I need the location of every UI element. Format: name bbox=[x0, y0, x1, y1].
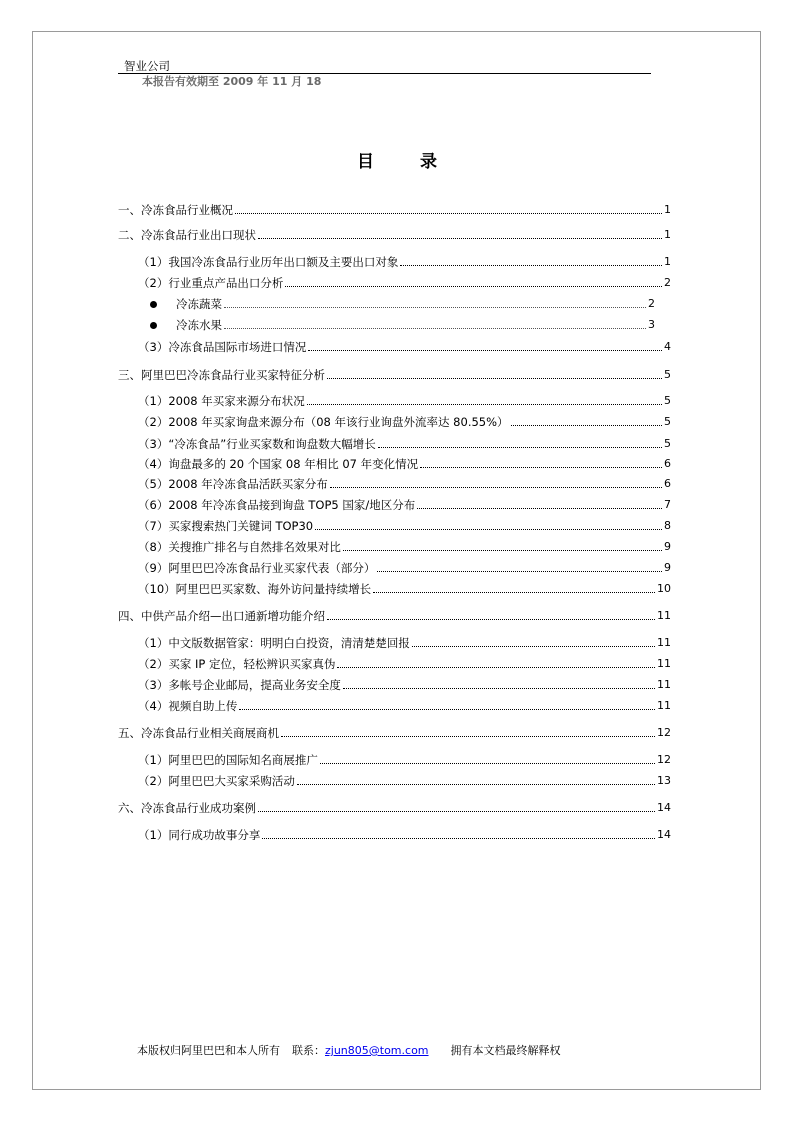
toc-entry-page-number: 5 bbox=[664, 368, 671, 381]
toc-entry-label: （8）关搜推广排名与自然排名效果对比 bbox=[138, 540, 341, 554]
toc-entry[interactable] bbox=[118, 453, 671, 471]
toc-entry-page-number: 6 bbox=[664, 457, 671, 470]
toc-entry[interactable] bbox=[118, 695, 671, 713]
toc-dot-leader bbox=[235, 213, 662, 214]
toc-entry[interactable] bbox=[118, 251, 671, 269]
toc-dot-leader bbox=[400, 265, 662, 266]
toc-entry[interactable] bbox=[118, 336, 671, 354]
toc-entry-label: （1）阿里巴巴的国际知名商展推广 bbox=[138, 753, 318, 767]
toc-entry-label: 五、冷冻食品行业相关商展商机 bbox=[118, 726, 279, 740]
toc-title-part1: 目 bbox=[357, 152, 374, 172]
toc-dot-leader bbox=[239, 709, 655, 710]
toc-dot-leader bbox=[330, 487, 662, 488]
toc-dot-leader bbox=[258, 811, 655, 812]
toc-entry-page-number: 3 bbox=[648, 318, 655, 331]
toc-dot-leader bbox=[417, 508, 662, 509]
toc-entry-page-number: 14 bbox=[657, 828, 671, 841]
toc-dot-leader bbox=[320, 763, 655, 764]
toc-entry-label: （3）冷冻食品国际市场进口情况 bbox=[138, 340, 307, 354]
toc-dot-leader bbox=[315, 529, 662, 530]
toc-entry-page-number: 7 bbox=[664, 498, 671, 511]
toc-dot-leader bbox=[327, 619, 655, 620]
toc-entry-page-number: 14 bbox=[657, 801, 671, 814]
toc-entry[interactable] bbox=[118, 515, 671, 533]
toc-dot-leader bbox=[377, 571, 662, 572]
toc-entry[interactable] bbox=[118, 674, 671, 692]
toc-title bbox=[0, 147, 794, 172]
toc-entry-page-number: 6 bbox=[664, 477, 671, 490]
footer-copyright: 本版权归阿里巴巴和本人所有 bbox=[137, 1044, 280, 1057]
toc-entry-page-number: 11 bbox=[657, 636, 671, 649]
toc-entry-page-number: 9 bbox=[664, 540, 671, 553]
toc-entry[interactable] bbox=[118, 722, 671, 740]
toc-dot-leader bbox=[412, 646, 655, 647]
toc-entry-label: （1）我国冷冻食品行业历年出口额及主要出口对象 bbox=[138, 255, 399, 269]
toc-dot-leader bbox=[343, 688, 655, 689]
toc-entry-page-number: 4 bbox=[664, 340, 671, 353]
toc-entry-page-number: 2 bbox=[648, 297, 655, 310]
toc-entry-page-number: 12 bbox=[657, 753, 671, 766]
toc-dot-leader bbox=[224, 328, 646, 329]
toc-dot-leader bbox=[327, 378, 662, 379]
toc-entry[interactable] bbox=[118, 653, 671, 671]
toc-entry-page-number: 11 bbox=[657, 699, 671, 712]
toc-dot-leader bbox=[337, 667, 655, 668]
toc-entry-label: 三、阿里巴巴冷冻食品行业买家特征分析 bbox=[118, 368, 325, 382]
toc-entry[interactable] bbox=[118, 557, 671, 575]
toc-entry-label: （9）阿里巴巴冷冻食品行业买家代表（部分） bbox=[138, 561, 376, 575]
toc-entry-label: （7）买家搜索热门关键词 TOP30 bbox=[138, 519, 314, 533]
toc-entry-label: （3）多帐号企业邮局，提高业务安全度 bbox=[138, 678, 341, 692]
toc-entry-page-number: 11 bbox=[657, 678, 671, 691]
toc-dot-leader bbox=[308, 350, 662, 351]
toc-entry-page-number: 10 bbox=[657, 582, 671, 595]
toc-entry-page-number: 8 bbox=[664, 519, 671, 532]
toc-entry[interactable] bbox=[118, 224, 671, 242]
toc-entry-label: （10）阿里巴巴买家数、海外访问量持续增长 bbox=[138, 582, 372, 596]
toc-dot-leader bbox=[511, 425, 662, 426]
toc-entry-page-number: 1 bbox=[664, 228, 671, 241]
page-footer bbox=[137, 1042, 561, 1058]
toc-entry-label: 二、冷冻食品行业出口现状 bbox=[118, 228, 256, 242]
toc-dot-leader bbox=[262, 838, 655, 839]
toc-entry[interactable] bbox=[118, 749, 671, 767]
toc-dot-leader bbox=[343, 550, 662, 551]
toc-entry-label: 冷冻蔬菜 bbox=[176, 297, 222, 311]
toc-entry-label: （2）阿里巴巴大买家采购活动 bbox=[138, 774, 295, 788]
bullet-icon bbox=[150, 322, 157, 329]
toc-entry[interactable] bbox=[118, 199, 671, 217]
toc-entry[interactable] bbox=[118, 390, 671, 408]
toc-entry-label: 冷冻水果 bbox=[176, 318, 222, 332]
toc-entry[interactable] bbox=[118, 433, 671, 451]
toc-entry[interactable] bbox=[118, 293, 655, 311]
toc-entry[interactable] bbox=[118, 536, 671, 554]
toc-entry[interactable] bbox=[118, 473, 671, 491]
toc-dot-leader bbox=[297, 784, 655, 785]
toc-dot-leader bbox=[307, 404, 662, 405]
toc-entry-label: 六、冷冻食品行业成功案例 bbox=[118, 801, 256, 815]
toc-entry[interactable] bbox=[118, 272, 671, 290]
toc-entry[interactable] bbox=[118, 578, 671, 596]
toc-entry-page-number: 9 bbox=[664, 561, 671, 574]
footer-contact-label: 联系： bbox=[292, 1044, 325, 1057]
toc-entry-page-number: 5 bbox=[664, 437, 671, 450]
toc-entry-page-number: 5 bbox=[664, 415, 671, 428]
toc-entry-label: 四、中供产品介绍—出口通新增功能介绍 bbox=[118, 609, 325, 623]
toc-entry-page-number: 11 bbox=[657, 609, 671, 622]
toc-entry-label: （3）“冷冻食品”行业买家数和询盘数大幅增长 bbox=[138, 437, 376, 451]
toc-entry[interactable] bbox=[118, 411, 671, 429]
toc-dot-leader bbox=[258, 238, 662, 239]
toc-entry[interactable] bbox=[118, 824, 671, 842]
toc-entry-label: （2）2008 年买家询盘来源分布（08 年该行业询盘外流率达 80.55%） bbox=[138, 415, 509, 429]
header-validity-note: 本报告有效期至 2009 年 11 月 18 bbox=[142, 75, 322, 88]
toc-entry-page-number: 1 bbox=[664, 255, 671, 268]
toc-entry[interactable] bbox=[118, 494, 671, 512]
toc-entry-label: （4）询盘最多的 20 个国家 08 年相比 07 年变化情况 bbox=[138, 457, 419, 471]
toc-entry[interactable] bbox=[118, 632, 671, 650]
footer-rights: 拥有本文档最终解释权 bbox=[450, 1044, 561, 1057]
toc-dot-leader bbox=[373, 592, 655, 593]
toc-entry-page-number: 5 bbox=[664, 394, 671, 407]
toc-entry[interactable] bbox=[118, 770, 671, 788]
toc-dot-leader bbox=[281, 736, 655, 737]
toc-entry-page-number: 1 bbox=[664, 203, 671, 216]
header-company-name: 智业公司 bbox=[124, 59, 170, 73]
bullet-icon bbox=[150, 301, 157, 308]
toc-dot-leader bbox=[285, 286, 662, 287]
toc-entry-page-number: 13 bbox=[657, 774, 671, 787]
toc-entry[interactable] bbox=[118, 605, 671, 623]
toc-entry-page-number: 11 bbox=[657, 657, 671, 670]
toc-dot-leader bbox=[378, 447, 662, 448]
toc-entry-page-number: 12 bbox=[657, 726, 671, 739]
toc-entry[interactable] bbox=[118, 797, 671, 815]
toc-entry-label: （5）2008 年冷冻食品活跃买家分布 bbox=[138, 477, 328, 491]
toc-entry-label: （6）2008 年冷冻食品接到询盘 TOP5 国家/地区分布 bbox=[138, 498, 416, 512]
toc-entry-label: （2）行业重点产品出口分析 bbox=[138, 276, 284, 290]
toc-entry[interactable] bbox=[118, 314, 655, 332]
toc-dot-leader bbox=[420, 467, 662, 468]
footer-email-link[interactable]: zjun805@tom.com bbox=[325, 1044, 429, 1057]
toc-entry-page-number: 2 bbox=[664, 276, 671, 289]
toc-entry-label: （1）中文版数据管家：明明白白投资，清清楚楚回报 bbox=[138, 636, 410, 650]
toc-title-part2: 录 bbox=[420, 152, 437, 172]
toc-entry-label: （1）2008 年买家来源分布状况 bbox=[138, 394, 305, 408]
toc-dot-leader bbox=[224, 307, 646, 308]
toc-entry-label: （2）买家 IP 定位，轻松辨识买家真伪 bbox=[138, 657, 336, 671]
toc-entry-label: （1）同行成功故事分享 bbox=[138, 828, 261, 842]
toc-entry[interactable] bbox=[118, 364, 671, 382]
toc-entry-label: （4）视频自助上传 bbox=[138, 699, 238, 713]
toc-entry-label: 一、冷冻食品行业概况 bbox=[118, 203, 233, 217]
